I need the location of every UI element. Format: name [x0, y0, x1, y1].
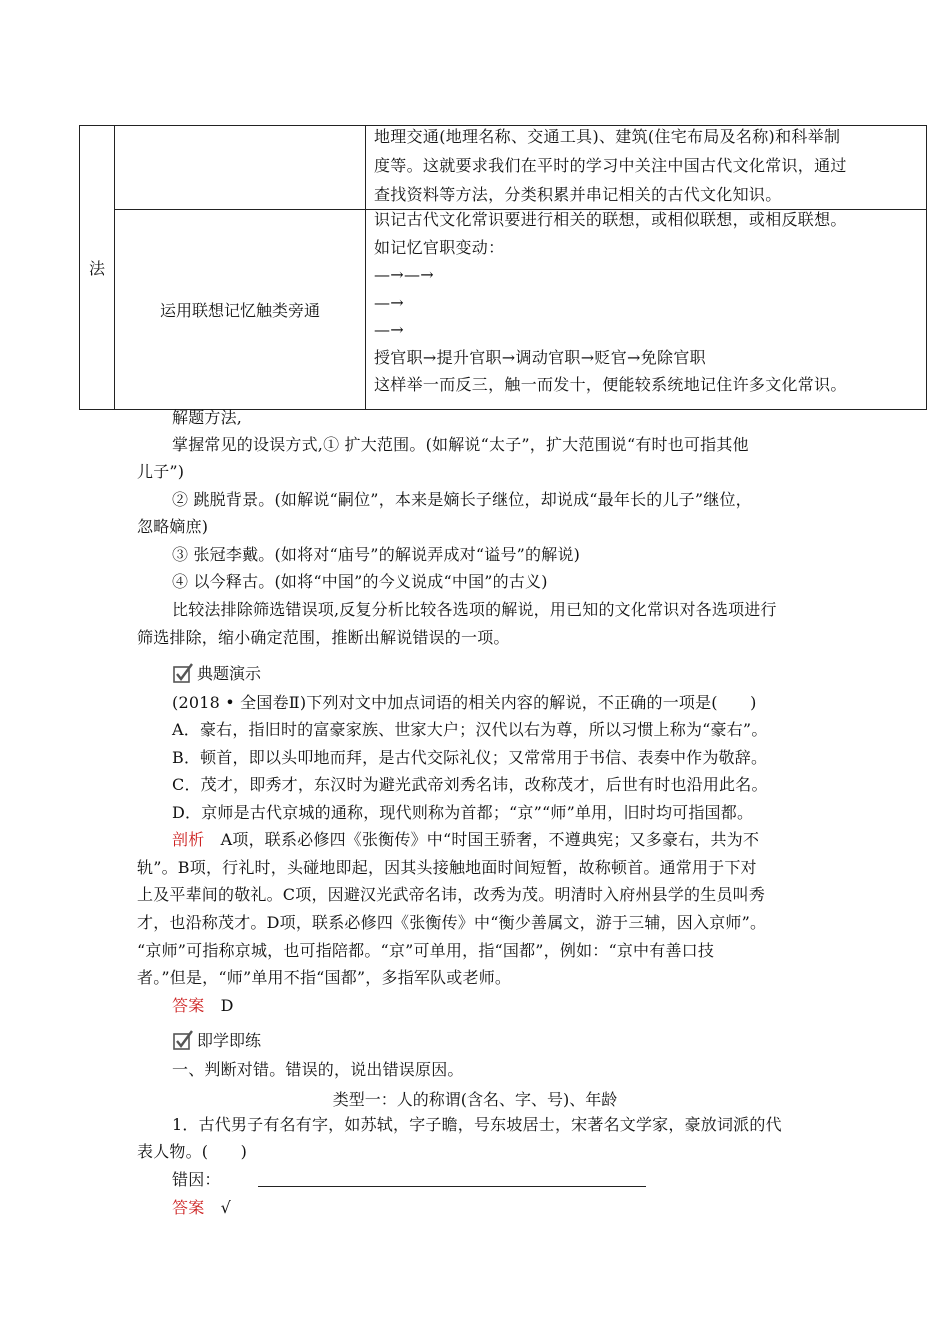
reason-label: 错因：: [172, 1170, 221, 1189]
table-row1-label: [115, 126, 366, 210]
analysis-label: 剖析: [172, 830, 205, 849]
method-p4: ④ 以今释古。(如将“中国”的今义说成“中国”的古义): [172, 572, 548, 591]
practice-heading: 即学即练: [173, 1028, 261, 1051]
method-p2-cont: 忽略嫡庶): [137, 517, 209, 536]
method-p1: 掌握常见的设误方式,① 扩大范围。(如解说“太子”，扩大范围说“有时也可指其他: [172, 435, 749, 454]
answer-label: 答案: [172, 996, 205, 1015]
example-question: (2018 • 全国卷Ⅱ)下列对文中加点词语的相关内容的解说，不正确的一项是( ): [172, 693, 757, 712]
practice-instruction: 一、判断对错。错误的，说出错误原因。: [172, 1060, 464, 1079]
analysis-line-3: 上及平辈间的敬礼。C项，因避汉光武帝名讳，改秀为茂。明清时入府州县学的生员叫秀: [137, 885, 766, 904]
checkbox-checked-icon: [173, 1030, 193, 1050]
option-b: B．顿首，即以头叩地而拜，是古代交际礼仪；又常常用于书信、表奏中作为敬辞。: [172, 748, 768, 767]
analysis-line-4: 才，也沿称茂才。D项，联系必修四《张衡传》中“衡少善属文，游于三辅，因入京师”。: [137, 913, 767, 932]
reason-blank-line: [258, 1186, 646, 1187]
methods-table: [79, 125, 927, 408]
method-p5-cont: 筛选排除，缩小确定范围，推断出解说错误的一项。: [137, 628, 510, 647]
analysis-line-5: “京师”可指称京城，也可指陪都。“京”可单用，指“国都”，例如：“京中有善口技: [137, 941, 715, 960]
question-1-cont: 表人物。( ): [137, 1142, 248, 1161]
answer-label: 答案: [172, 1198, 205, 1217]
checkbox-checked-icon: [173, 663, 193, 683]
method-p3: ③ 张冠李戴。(如将对“庙号”的解说弄成对“谥号”的解说): [172, 545, 581, 564]
method-p1-cont: 儿子”): [137, 462, 185, 481]
table-row1-content: 地理交通(地理名称、交通工具)、建筑(住宅布局及名称)和科举制 度等。这就要求我们在平时的学习中关注中国古代文化常识，通过 查找资料等方法，分类积累并串记相关的古代文化知识。: [366, 126, 927, 210]
practice-answer: 答案 √: [172, 1198, 232, 1217]
table-row2-label: 运用联想记忆触类旁通: [115, 210, 366, 410]
option-c: C．茂才，即秀才，东汉时为避光武帝刘秀名讳，改称茂才，后世有时也沿用此名。: [172, 775, 768, 794]
example-heading: 典题演示: [173, 661, 261, 684]
question-1: 1．古代男子有名有字，如苏轼，字子瞻，号东坡居士，宋著名文学家，豪放词派的代: [172, 1115, 782, 1134]
analysis-line-1: 剖析 A项，联系必修四《张衡传》中“时国王骄奢，不遵典宪；又多豪右，共为不: [172, 830, 760, 849]
method-title: 解题方法,: [172, 408, 243, 427]
table-left-label: 法: [80, 126, 115, 410]
table-row2-content: 识记古代文化常识要进行相关的联想，或相似联想，或相反联想。 如记忆官职变动： —→—→ —→ —→ 授官职→提升官职→调动官职→贬官→免除官职 这样举一而反三，触一而发十，便能较系统地记住许多文化常识。: [366, 210, 927, 410]
analysis-line-6: 者。”但是，“师”单用不指“国都”，多指军队或老师。: [137, 968, 512, 987]
type-title: 类型一：人的称谓(含名、字、号)、年龄: [332, 1090, 618, 1109]
method-p2: ② 跳脱背景。(如解说“嗣位”，本来是嫡长子继位，却说成“最年长的儿子”继位，: [172, 490, 752, 509]
analysis-line-2: 轨”。B项，行礼时，头碰地即起，因其头接触地面时间短暂，故称顿首。通常用于下对: [137, 858, 757, 877]
example-answer: 答案 D: [172, 996, 234, 1015]
option-d: D．京师是古代京城的通称，现代则称为首都；“京”“师”单用，旧时均可指国都。: [172, 803, 754, 822]
option-a: A．豪右，指旧时的富豪家族、世家大户；汉代以右为尊，所以习惯上称为“豪右”。: [172, 720, 768, 739]
method-p5: 比较法排除筛选错误项,反复分析比较各选项的解说，用已知的文化常识对各选项进行: [172, 600, 777, 619]
